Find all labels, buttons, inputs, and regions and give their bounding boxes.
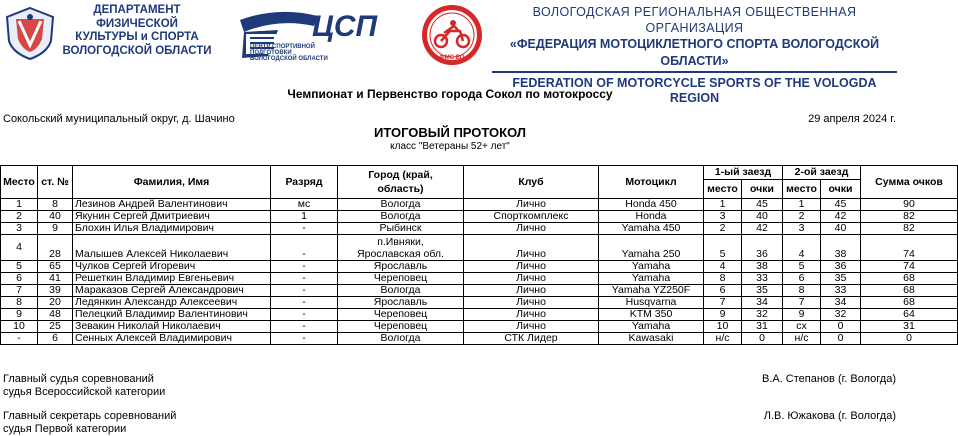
event-date: 29 апреля 2024 г.: [808, 113, 896, 125]
cell-total: 31: [861, 321, 958, 333]
cell-number: 9: [38, 223, 73, 235]
cell-name: Якунин Сергей Дмитриевич: [73, 211, 271, 223]
cell-heat2-points: 45: [821, 199, 861, 211]
cell-name: Лезинов Андрей Валентинович: [73, 199, 271, 211]
fms-badge-text: ФМС ВО: [439, 55, 465, 61]
cell-club: СТК Лидер: [464, 333, 599, 345]
cell-total: 68: [861, 285, 958, 297]
table-row: [1, 223, 958, 235]
cell-name: Зевакин Николай Николаевич: [73, 321, 271, 333]
cell-heat1-points: 34: [742, 297, 783, 309]
event-title: Чемпионат и Первенство города Сокол по мотокроссу: [287, 87, 613, 101]
cell-heat2-place: 8: [783, 285, 821, 297]
cell-heat1-points: 40: [742, 211, 783, 223]
cell-heat2-points: 32: [821, 309, 861, 321]
csp-logo: [238, 6, 408, 64]
org-line-2: «ФЕДЕРАЦИЯ МОТОЦИКЛЕТНОГО СПОРТА ВОЛОГОДСКОЙ ОБЛАСТИ»: [509, 37, 880, 68]
cell-place: 3: [1, 223, 38, 235]
cell-rank: -: [271, 273, 338, 285]
cell-total: 90: [861, 199, 958, 211]
cell-heat1-place: 1: [704, 199, 742, 211]
cell-city: Ярославль: [338, 261, 464, 273]
cell-heat2-place: 4: [783, 235, 821, 261]
cell-heat1-points: 36: [742, 235, 783, 261]
chief-judge-name: В.А. Степанов (г. Вологда): [761, 373, 896, 385]
cell-place: 8: [1, 297, 38, 309]
cell-club: Лично: [464, 285, 599, 297]
cell-total: 64: [861, 309, 958, 321]
cell-heat1-place: 9: [704, 309, 742, 321]
cell-city: Вологда: [338, 211, 464, 223]
cell-city: Череповец: [338, 321, 464, 333]
cell-heat1-points: 38: [742, 261, 783, 273]
chief-secretary-category: судья Первой категории: [3, 423, 127, 435]
cell-heat2-place: 6: [783, 273, 821, 285]
cell-rank: мс: [271, 199, 338, 211]
dept-name: [62, 4, 212, 58]
cell-heat1-points: 35: [742, 285, 783, 297]
cell-heat1-place: 2: [704, 223, 742, 235]
cell-city: Вологда: [338, 199, 464, 211]
cell-heat2-points: 42: [821, 211, 861, 223]
cell-heat2-points: 35: [821, 273, 861, 285]
cell-total: 68: [861, 273, 958, 285]
cell-bike: Yamaha 250: [599, 235, 704, 261]
cell-number: 8: [38, 199, 73, 211]
cell-heat1-place: 3: [704, 211, 742, 223]
dept-line-4: ВОЛОГОДСКОЙ ОБЛАСТИ: [62, 44, 212, 57]
cell-club: Лично: [464, 261, 599, 273]
cell-city: Вологда: [338, 333, 464, 345]
cell-bike: Yamaha: [599, 273, 704, 285]
cell-total: 82: [861, 223, 958, 235]
cell-city-line-2: Ярославская обл.: [357, 247, 444, 260]
cell-bike: Honda 450: [599, 199, 704, 211]
dept-emblem-icon: [2, 5, 58, 61]
header-city: Город (край, область): [338, 166, 464, 199]
cell-bike: Yamaha 450: [599, 223, 704, 235]
cell-total: 74: [861, 261, 958, 273]
cell-rank: -: [271, 297, 338, 309]
cell-heat1-place: 10: [704, 321, 742, 333]
cell-club: Спорткомплекс: [464, 211, 599, 223]
chief-secretary-name: Л.В. Южакова (г. Вологда): [763, 410, 896, 422]
table-row: [1, 321, 958, 333]
cell-name: Сенных Алексей Владимирович: [73, 333, 271, 345]
header-club: Клуб: [464, 166, 599, 199]
table-row: [1, 309, 958, 321]
header-rank: Разряд: [271, 166, 338, 199]
cell-number: 20: [38, 297, 73, 309]
cell-heat1-place: 5: [704, 235, 742, 261]
fms-emblem-icon: [420, 3, 484, 67]
csp-logo-big-text: ЦСП: [312, 10, 378, 43]
cell-bike: Husqvarna: [599, 297, 704, 309]
cell-name: Блохин Илья Владимирович: [73, 223, 271, 235]
header-name: Фамилия, Имя: [73, 166, 271, 199]
cell-bike: Yamaha YZ250F: [599, 285, 704, 297]
cell-name: Пелецкий Владимир Валентинович: [73, 309, 271, 321]
cell-rank: 1: [271, 211, 338, 223]
cell-name: Малышев Алексей Николаевич: [73, 235, 271, 261]
table-row: [1, 261, 958, 273]
cell-number: 40: [38, 211, 73, 223]
table-row: [1, 297, 958, 309]
cell-heat2-points: 0: [821, 333, 861, 345]
header-number: ст. №: [38, 166, 73, 199]
cell-total: 68: [861, 297, 958, 309]
cell-place: 9: [1, 309, 38, 321]
cell-name: Чулков Сергей Игоревич: [73, 261, 271, 273]
header-heat2: 2-ой заезд: [783, 166, 861, 180]
cell-place: 2: [1, 211, 38, 223]
cell-heat2-points: 38: [821, 235, 861, 261]
cell-rank: -: [271, 309, 338, 321]
cell-number: 41: [38, 273, 73, 285]
cell-heat1-points: 45: [742, 199, 783, 211]
cell-city: Череповец: [338, 273, 464, 285]
cell-rank: -: [271, 333, 338, 345]
cell-heat2-points: 34: [821, 297, 861, 309]
cell-heat2-place: 7: [783, 297, 821, 309]
cell-place: -: [1, 333, 38, 345]
cell-bike: KTM 350: [599, 309, 704, 321]
cell-place: 1: [1, 199, 38, 211]
cell-number: 28: [38, 235, 73, 261]
cell-club: Лично: [464, 309, 599, 321]
cell-heat1-points: 32: [742, 309, 783, 321]
cell-bike: Kawasaki: [599, 333, 704, 345]
cell-name: Ледянкин Александр Алексеевич: [73, 297, 271, 309]
cell-city: Череповец: [338, 309, 464, 321]
event-location: Сокольский муниципальный округ, д. Шачино: [3, 113, 235, 125]
org-line-1: ВОЛОГОДСКАЯ РЕГИОНАЛЬНАЯ ОБЩЕСТВЕННАЯ ОРГАНИЗАЦИЯ: [532, 5, 857, 35]
cell-number: 48: [38, 309, 73, 321]
cell-heat1-points: 0: [742, 333, 783, 345]
cell-bike: Honda: [599, 211, 704, 223]
cell-rank: -: [271, 223, 338, 235]
cell-place: 4: [1, 235, 38, 261]
cell-city: Ярославль: [338, 297, 464, 309]
dept-line-3: КУЛЬТУРЫ и СПОРТА: [75, 31, 199, 43]
cell-heat1-place: 7: [704, 297, 742, 309]
chief-judge-role: Главный судья соревнований: [3, 373, 154, 385]
cell-heat2-place: 2: [783, 211, 821, 223]
results-table: [0, 165, 958, 345]
cell-heat2-place: 5: [783, 261, 821, 273]
cell-club: Лично: [464, 297, 599, 309]
csp-logo-line-1: ЦЕНТР СПОРТИВНОЙ: [250, 44, 315, 50]
cell-number: 65: [38, 261, 73, 273]
table-row: [1, 333, 958, 345]
cell-heat2-points: 33: [821, 285, 861, 297]
cell-heat1-place: 6: [704, 285, 742, 297]
cell-place: 7: [1, 285, 38, 297]
cell-heat2-points: 36: [821, 261, 861, 273]
table-row: [1, 285, 958, 297]
cell-total: 82: [861, 211, 958, 223]
cell-club: Лично: [464, 223, 599, 235]
header-heat1-place: место: [704, 180, 742, 199]
header-heat2-points: очки: [821, 180, 861, 199]
cell-rank: -: [271, 261, 338, 273]
cell-name: Мараказов Сергей Александрович: [73, 285, 271, 297]
header-total: Сумма очков: [861, 166, 958, 199]
cell-city: Вологда: [338, 285, 464, 297]
cell-heat1-place: 4: [704, 261, 742, 273]
cell-rank: -: [271, 321, 338, 333]
cell-city-line-1: п.Ивняки,: [377, 235, 424, 248]
cell-total: 0: [861, 333, 958, 345]
cell-number: 6: [38, 333, 73, 345]
protocol-title: ИТОГОВЫЙ ПРОТОКОЛ: [374, 125, 526, 140]
cell-city: Рыбинск: [338, 223, 464, 235]
cell-club: Лично: [464, 321, 599, 333]
cell-heat1-place: 8: [704, 273, 742, 285]
cell-name: Решеткин Владимир Евгеньевич: [73, 273, 271, 285]
cell-place: 5: [1, 261, 38, 273]
cell-heat2-place: 1: [783, 199, 821, 211]
header-heat1-points: очки: [742, 180, 783, 199]
cell-place: 10: [1, 321, 38, 333]
cell-heat2-points: 0: [821, 321, 861, 333]
cell-heat1-points: 33: [742, 273, 783, 285]
chief-secretary-title: [3, 410, 176, 436]
table-row: [1, 273, 958, 285]
cell-heat2-place: 3: [783, 223, 821, 235]
cell-bike: Yamaha: [599, 321, 704, 333]
cell-rank: -: [271, 235, 338, 261]
cell-heat1-place: н/с: [704, 333, 742, 345]
chief-secretary-role: Главный секретарь соревнований: [3, 410, 177, 422]
dept-line-1: ДЕПАРТАМЕНТ: [93, 4, 181, 16]
cell-heat2-place: 9: [783, 309, 821, 321]
cell-total: 74: [861, 235, 958, 261]
cell-bike: Yamaha: [599, 261, 704, 273]
cell-heat2-points: 40: [821, 223, 861, 235]
cell-number: 39: [38, 285, 73, 297]
chief-judge-category: судья Всероссийской категории: [3, 386, 166, 398]
cell-place: 6: [1, 273, 38, 285]
cell-club: Лично: [464, 199, 599, 211]
cell-number: 25: [38, 321, 73, 333]
cell-city: [338, 235, 464, 261]
cell-rank: -: [271, 285, 338, 297]
csp-logo-line-3: ВОЛОГОДСКОЙ ОБЛАСТИ: [250, 56, 328, 62]
cell-club: Лично: [464, 273, 599, 285]
csp-logo-line-2: ПОДГОТОВКИ: [250, 50, 292, 56]
header-bike: Мотоцикл: [599, 166, 704, 199]
class-label: класс "Ветераны 52+ лет": [390, 141, 510, 152]
dept-line-2: ФИЗИЧЕСКОЙ: [96, 17, 178, 30]
header-heat1: 1-ый заезд: [704, 166, 783, 180]
org-divider: [492, 71, 897, 73]
cell-club: Лично: [464, 235, 599, 261]
table-row: [1, 199, 958, 211]
header-heat2-place: место: [783, 180, 821, 199]
cell-heat2-place: сх: [783, 321, 821, 333]
table-row: [1, 235, 958, 261]
cell-heat1-points: 42: [742, 223, 783, 235]
cell-heat1-points: 31: [742, 321, 783, 333]
org-line-3: FEDERATION OF MOTORCYCLE SPORTS OF THE VOLOGDA REGION: [512, 76, 877, 105]
header-place: Место: [1, 166, 38, 199]
table-row: [1, 211, 958, 223]
cell-heat2-place: н/с: [783, 333, 821, 345]
chief-judge-title: [3, 373, 165, 399]
